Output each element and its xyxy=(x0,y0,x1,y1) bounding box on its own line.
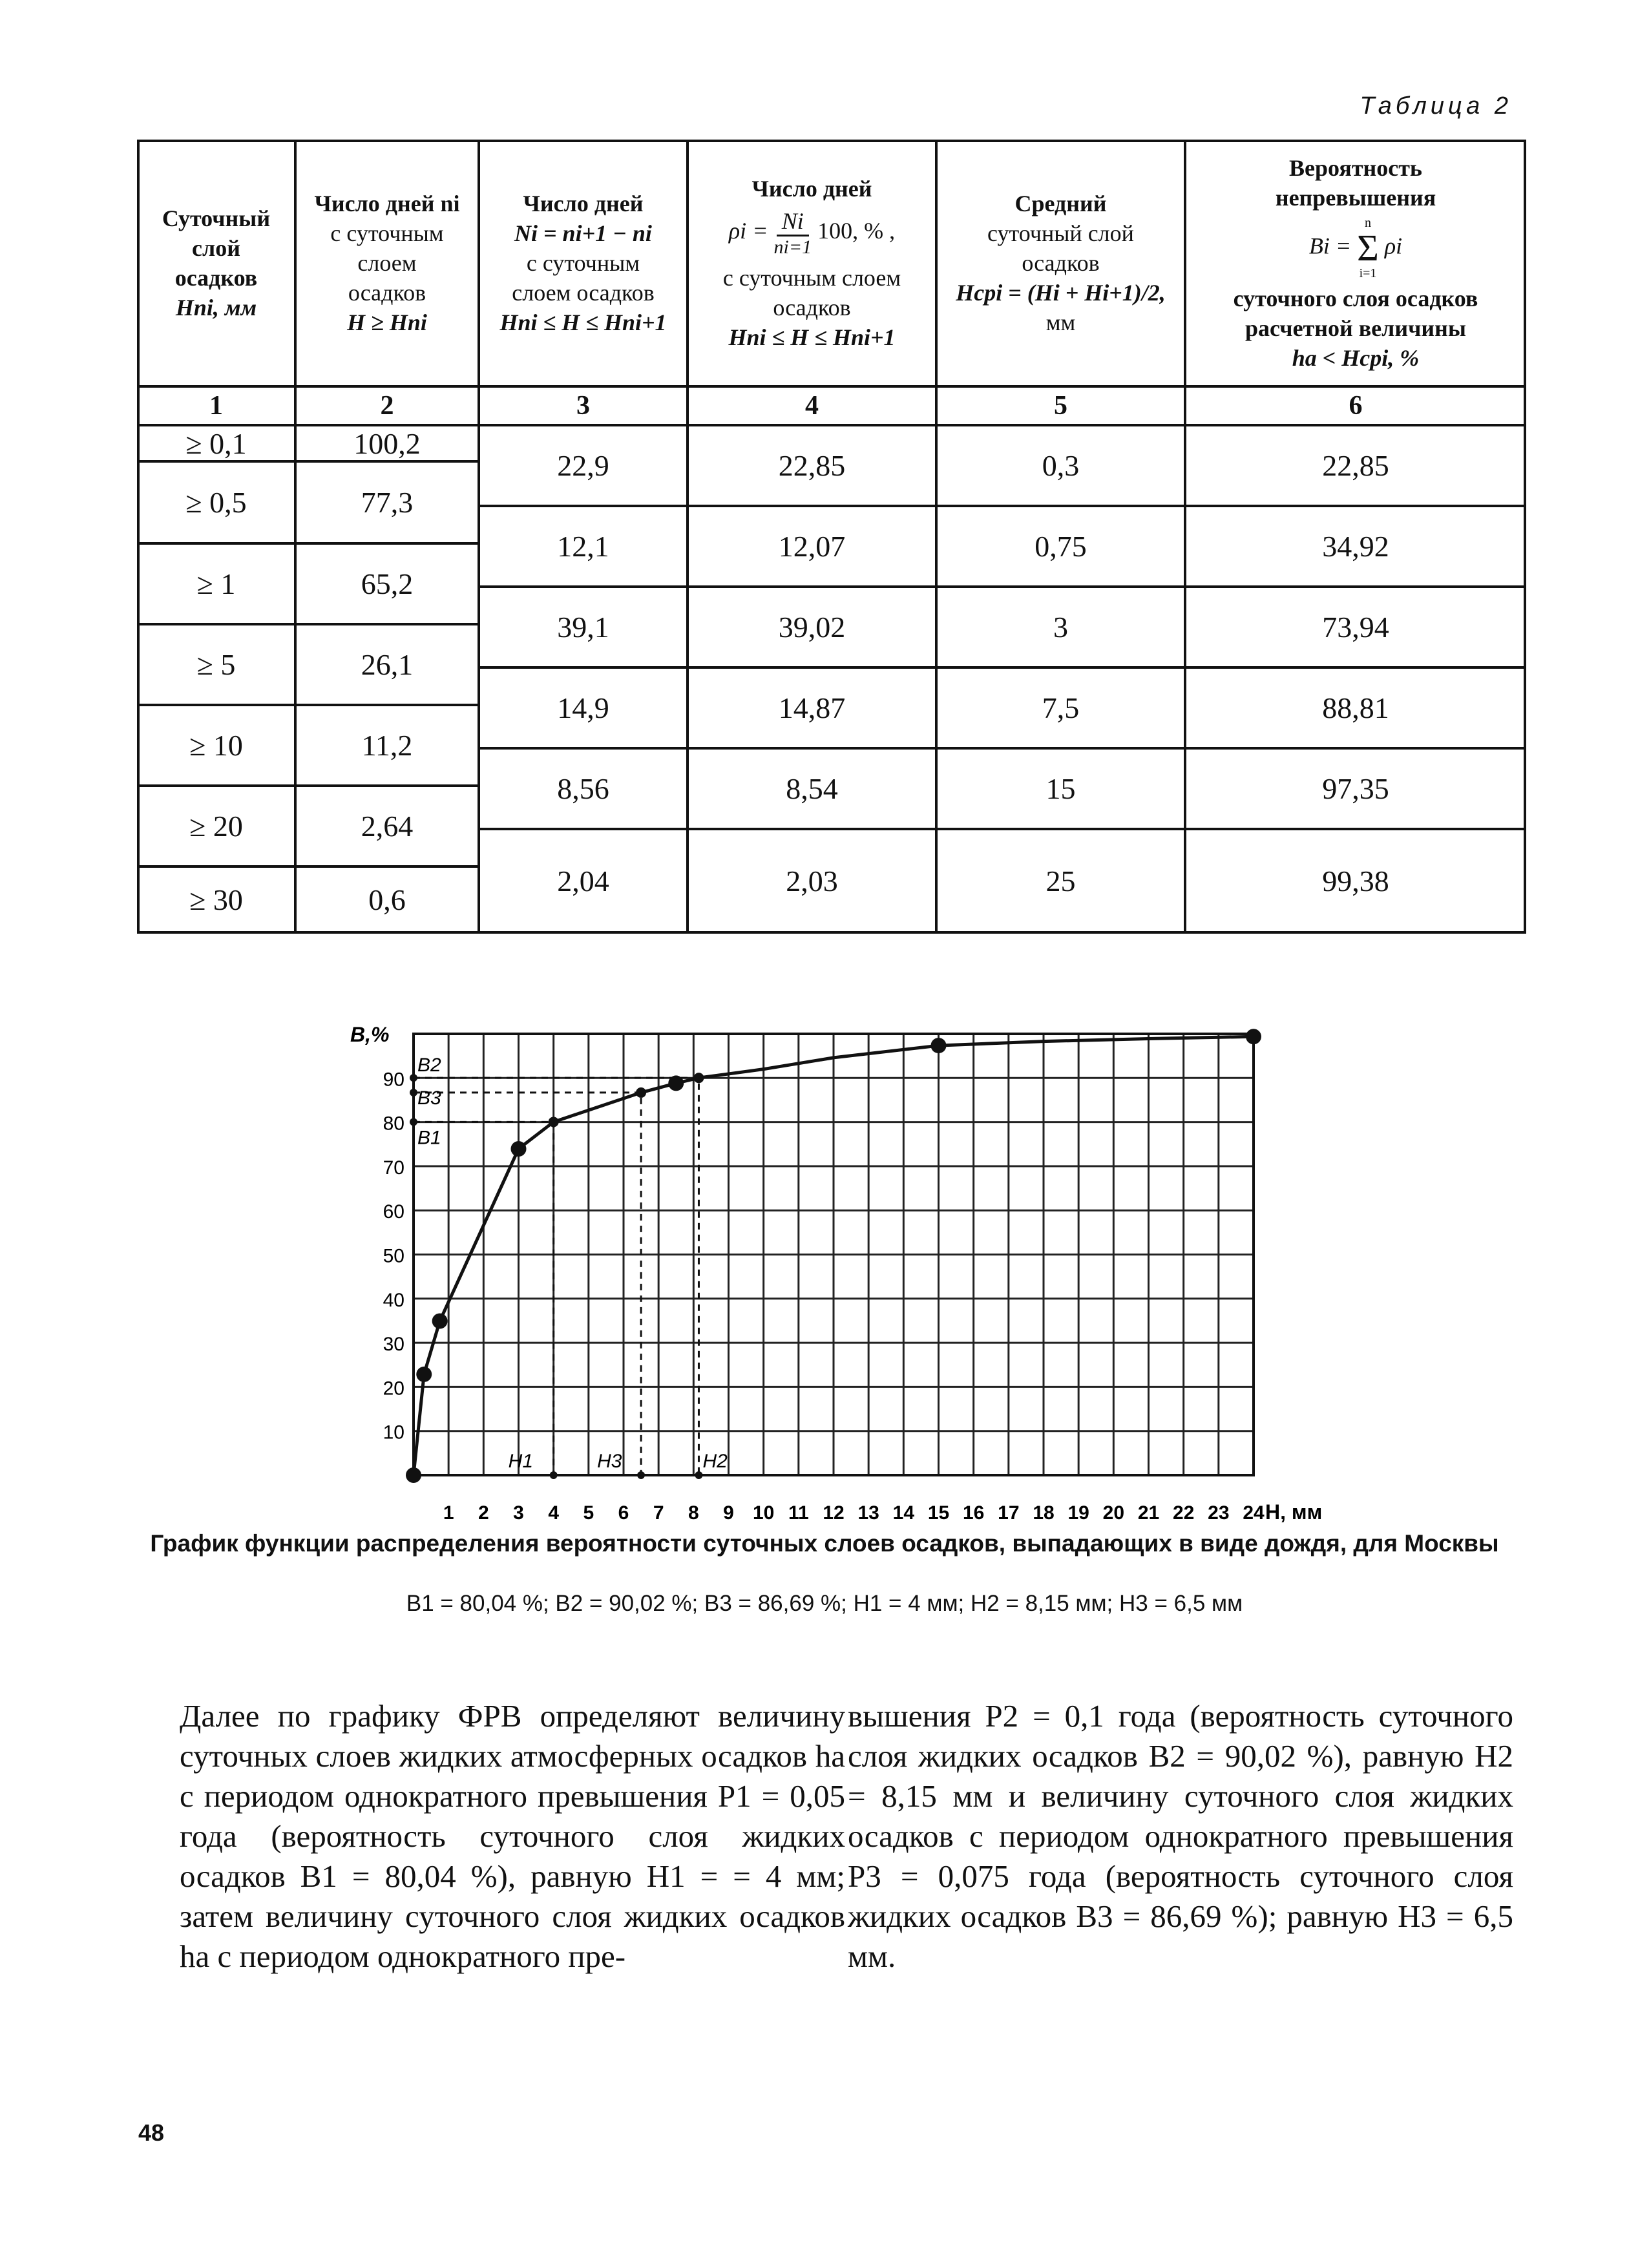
x-tick-label: 10 xyxy=(752,1502,775,1524)
interval-rho-2: 12,07 xyxy=(778,530,846,563)
x-tick-label: 21 xyxy=(1137,1502,1160,1524)
y-axis-label: B,% xyxy=(350,1023,390,1046)
body-text-left: Далее по графику ФРВ определяют величину суточных слоев жидких атмосферных осадков hа с периодом однократного превышения P1 = 0,05 года (вероятность суточного слоя жидких осадков B1 = 80,04 %), равную H1 = = 4 мм; затем величину суточного слоя жидких осадков hа с периодом однократного пре- xyxy=(180,1698,845,1974)
x-tick-label: 3 xyxy=(513,1502,524,1524)
header-col6: Вероятность непревышения Bi = n Σ i=1 ρi суточного слоя осадков расчетной величины hа < Hсрi, % xyxy=(1233,155,1478,371)
interval-N-2: 12,1 xyxy=(557,530,609,563)
threshold-h-4: ≥ 5 xyxy=(196,648,236,681)
interval-b-3: 73,94 xyxy=(1322,611,1389,644)
interval-N-1: 22,9 xyxy=(557,449,609,482)
x-tick-label: 9 xyxy=(723,1502,734,1524)
table-caption: Таблица 2 xyxy=(1360,92,1512,120)
interval-hcp-1: 0,3 xyxy=(1042,449,1080,482)
x-tick-label: 1 xyxy=(443,1502,454,1524)
x-tick-label: 14 xyxy=(892,1502,915,1524)
x-tick-label: 16 xyxy=(962,1502,985,1524)
rho-formula: ρi = $\frac{Ni}{ni=1}$ 100, % , xyxy=(728,208,896,258)
guide-marker xyxy=(410,1118,417,1126)
interval-N-5: 8,56 xyxy=(557,772,609,805)
guide-line-b2 xyxy=(414,1078,698,1475)
y-tick-label: 80 xyxy=(383,1113,404,1135)
colnum-5: 5 xyxy=(1054,391,1067,421)
y-tick-label: 20 xyxy=(383,1378,404,1400)
data-point xyxy=(1246,1029,1261,1044)
data-point xyxy=(416,1367,432,1382)
interval-hcp-3: 3 xyxy=(1053,611,1068,644)
interval-b-4: 88,81 xyxy=(1322,691,1389,724)
annotation-b1: B1 xyxy=(417,1127,441,1149)
data-point xyxy=(511,1141,527,1157)
x-tick-label: 4 xyxy=(548,1502,560,1524)
interval-N-3: 39,1 xyxy=(557,611,609,644)
threshold-h-6: ≥ 20 xyxy=(189,810,243,843)
data-point xyxy=(668,1075,684,1091)
y-tick-label: 90 xyxy=(383,1069,404,1091)
threshold-n-6: 2,64 xyxy=(361,810,414,843)
annotation-b2: B2 xyxy=(417,1055,441,1076)
x-tick-label: 15 xyxy=(927,1502,950,1524)
guide-marker xyxy=(410,1074,417,1082)
threshold-n-7: 0,6 xyxy=(368,883,406,916)
x-tick-label: 19 xyxy=(1067,1502,1089,1524)
header-col5: Средний суточный слой осадков Hсрi = (Hi + Hi+1)/2, мм xyxy=(956,191,1166,335)
colnum-3: 3 xyxy=(576,391,590,421)
interval-b-6: 99,38 xyxy=(1322,864,1389,898)
interval-hcp-6: 25 xyxy=(1045,864,1076,898)
interval-rho-6: 2,03 xyxy=(786,864,838,898)
guide-marker xyxy=(695,1471,702,1479)
threshold-n-4: 26,1 xyxy=(361,648,414,681)
header-col1: Суточный слой осадков Hni, мм xyxy=(162,205,271,320)
colnum-6: 6 xyxy=(1349,391,1363,421)
x-tick-label: 2 xyxy=(478,1502,489,1524)
x-tick-label: 17 xyxy=(998,1502,1020,1524)
threshold-h-3: ≥ 1 xyxy=(196,567,236,600)
body-text-right: вышения P2 = 0,1 года (вероятность суточного слоя жидких осадков B2 = 90,02 %), равную H2 = 8,15 мм и величину суточного слоя жидких осадков с периодом однократного превышения P3 = 0,075 года (вероятность суточного слоя жидких осадков B3 = 86,69 %); равную H3 = 6,5 мм. xyxy=(848,1698,1513,1974)
intersection-point xyxy=(636,1087,646,1098)
x-tick-label: 24 xyxy=(1243,1502,1265,1524)
threshold-h-1: ≥ 0,1 xyxy=(185,426,247,460)
intersection-point xyxy=(549,1117,559,1127)
interval-hcp-2: 0,75 xyxy=(1035,530,1087,563)
colnum-4: 4 xyxy=(805,391,819,421)
x-tick-label: 11 xyxy=(788,1502,809,1524)
annotation-h3: H3 xyxy=(597,1451,622,1472)
interval-N-6: 2,04 xyxy=(557,864,609,898)
annotation-h1: H1 xyxy=(508,1451,534,1472)
threshold-h-2: ≥ 0,5 xyxy=(185,486,247,519)
b-formula: Bi = n Σ i=1 ρi xyxy=(1308,216,1403,280)
figure-values: B1 = 80,04 %; B2 = 90,02 %; B3 = 86,69 %; H1 = 4 мм; H2 = 8,15 мм; H3 = 6,5 мм xyxy=(406,1591,1243,1616)
y-tick-label: 30 xyxy=(383,1334,404,1356)
threshold-n-3: 65,2 xyxy=(361,567,414,600)
threshold-n-5: 11,2 xyxy=(361,729,413,762)
y-tick-label: 10 xyxy=(383,1422,404,1444)
page-number: 48 xyxy=(138,2119,165,2146)
data-point xyxy=(406,1467,421,1483)
interval-rho-1: 22,85 xyxy=(778,449,846,482)
header-col2: Число дней ni с суточным слоем осадков H ≥ Hni xyxy=(314,191,460,335)
colnum-2: 2 xyxy=(380,391,394,421)
guide-marker xyxy=(637,1471,645,1479)
threshold-h-7: ≥ 30 xyxy=(189,883,243,916)
x-axis-label: H, мм xyxy=(1265,1500,1323,1524)
x-tick-label: 5 xyxy=(583,1502,594,1524)
y-tick-label: 60 xyxy=(383,1201,404,1223)
annotation-b3: B3 xyxy=(417,1087,441,1109)
x-tick-label: 8 xyxy=(688,1502,699,1524)
guide-marker xyxy=(550,1471,558,1479)
figure-title: График функции распределения вероятности суточных слоев осадков, выпадающих в виде дождя, для Москвы xyxy=(150,1530,1499,1557)
x-tick-label: 18 xyxy=(1033,1502,1055,1524)
guide-marker xyxy=(410,1089,417,1097)
annotation-h2: H2 xyxy=(702,1451,728,1472)
x-tick-label: 23 xyxy=(1208,1502,1230,1524)
interval-N-4: 14,9 xyxy=(557,691,609,724)
interval-hcp-5: 15 xyxy=(1045,772,1076,805)
x-tick-label: 13 xyxy=(857,1502,879,1524)
data-point xyxy=(931,1038,947,1053)
data-point xyxy=(432,1313,448,1328)
threshold-n-1: 100,2 xyxy=(353,426,421,460)
interval-b-1: 22,85 xyxy=(1322,449,1389,482)
x-tick-label: 12 xyxy=(823,1502,845,1524)
y-tick-label: 40 xyxy=(383,1289,404,1311)
header-col4: Число дней ρi = $\frac{Ni}{ni=1}$ 100, % , с суточным слоем осадков Hni ≤ H ≤ Hni+1 xyxy=(722,176,901,350)
interval-b-5: 97,35 xyxy=(1322,772,1389,805)
x-tick-label: 22 xyxy=(1172,1502,1195,1524)
x-tick-label: 6 xyxy=(618,1502,629,1524)
interval-rho-4: 14,87 xyxy=(778,691,846,724)
interval-rho-3: 39,02 xyxy=(778,611,846,644)
colnum-1: 1 xyxy=(209,391,223,421)
x-tick-label: 20 xyxy=(1102,1502,1125,1524)
interval-hcp-4: 7,5 xyxy=(1042,691,1080,724)
y-tick-label: 50 xyxy=(383,1245,404,1267)
y-tick-label: 70 xyxy=(383,1157,404,1179)
x-tick-label: 7 xyxy=(653,1502,664,1524)
interval-rho-5: 8,54 xyxy=(786,772,838,805)
threshold-h-5: ≥ 10 xyxy=(189,729,243,762)
intersection-point xyxy=(693,1073,704,1083)
interval-b-2: 34,92 xyxy=(1322,530,1389,563)
threshold-n-2: 77,3 xyxy=(361,486,414,519)
header-col3: Число дней Ni = ni+1 − ni с суточным слоем осадков Hni ≤ H ≤ Hni+1 xyxy=(499,191,667,335)
